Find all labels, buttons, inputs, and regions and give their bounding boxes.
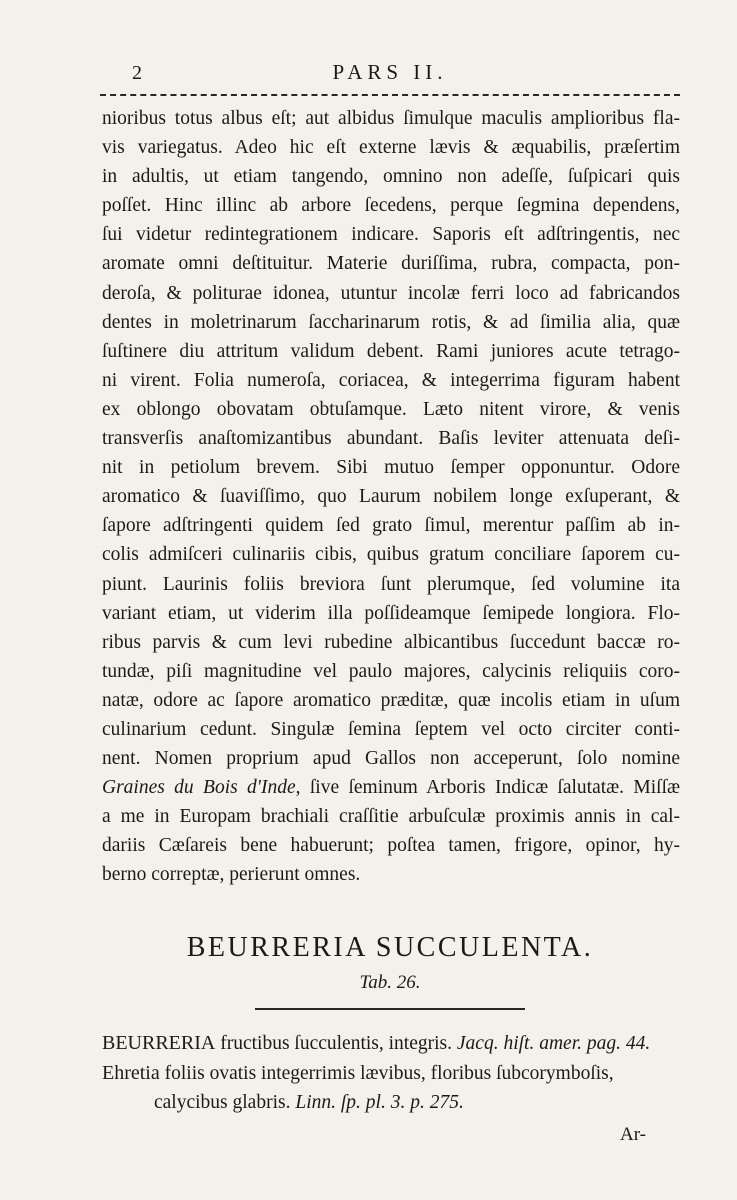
synonym-line xyxy=(102,1088,680,1118)
text-line: ſui videtur redintegrationem indicare. Saporis eſt adſtringentis, nec xyxy=(102,224,680,246)
text-line: transverſis anaſtomizantibus abundant. Baſis leviter attenuata deſi- xyxy=(102,428,680,450)
text-line: ni virent. Folia numeroſa, coriacea, & integerrima figuram habent xyxy=(102,369,680,391)
synonym-genus: BEURRERIA xyxy=(102,1032,216,1054)
line-text: , ſive ſeminum Arboris Indicæ ſalutatæ. Miſſæ xyxy=(295,777,680,799)
synonym-diagnosis: fructibus ſucculentis, integris. xyxy=(215,1033,457,1054)
text-line: colis admiſceri culinariis cibis, quibus gratum conciliare ſaporem cu- xyxy=(102,544,680,566)
text-line xyxy=(102,773,680,802)
text-line: nioribus totus albus eſt; aut albidus ſimulque maculis amplioribus fla- xyxy=(102,108,680,129)
section-rule xyxy=(255,1008,525,1010)
citation: Jacq. hiſt. amer. pag. 44. xyxy=(456,1033,651,1054)
synonym-diagnosis: foliis ovatis integerrimis lævibus, floribus ſubcorymboſis, xyxy=(159,1063,614,1084)
catchword: Ar- xyxy=(620,1124,646,1145)
text-line: berno correptæ, perierunt omnes. xyxy=(102,864,361,886)
text-line: piunt. Laurinis foliis breviora ſunt plerumque, ſed volumine ita xyxy=(102,573,680,595)
italic-phrase: Graines du Bois d'Inde xyxy=(102,777,296,799)
synonym-genus: Ehretia xyxy=(102,1062,160,1084)
text-line: deroſa, & politurae idonea, utuntur incolæ ferri loco ad fabricandos xyxy=(102,282,680,304)
text-line: vis variegatus. Adeo hic eſt externe lævis & æquabilis, præſertim xyxy=(102,137,680,159)
text-line: ſuſtinere diu attritum validum debent. Rami juniores acute tetrago- xyxy=(102,340,680,362)
running-title: PARS II. xyxy=(332,60,448,84)
text-line: in adultis, ut etiam tangendo, omnino non adeſſe, ſuſpicari quis xyxy=(102,166,680,188)
text-line: nit in petiolum brevem. Sibi mutuo ſemper opponuntur. Odore xyxy=(102,457,680,479)
text-line: dentes in moletrinarum ſaccharinarum rotis, & ad ſimilia alia, quæ xyxy=(102,311,680,333)
text-line: aromate omni deſtituitur. Materie duriſſima, rubra, compacta, pon- xyxy=(102,253,680,275)
running-head xyxy=(100,58,680,88)
text-line: aromatico & ſuaviſſimo, quo Laurum nobilem longe exſuperant, & xyxy=(102,486,680,508)
text-line: tundæ, piſi magnitudine vel paulo majores, calycinis reliquiis coro- xyxy=(102,660,680,682)
text-line: a me in Europam brachiali craſſitie arbuſculæ proximis annis in cal- xyxy=(102,806,680,828)
text-line: ſapore adſtringenti quidem ſed grato ſimul, merentur paſſim ab in- xyxy=(102,515,680,537)
section-title: BEURRERIA SUCCULENTA. xyxy=(186,932,594,963)
synonym-line xyxy=(102,1028,680,1058)
body-paragraph xyxy=(102,104,680,890)
page-number: 2 xyxy=(132,62,142,84)
text-line: natæ, odore ac ſapore aromatico præditæ, quæ incolis etiam in uſum xyxy=(102,689,680,711)
text-line: ex oblongo obovatam obtuſamque. Læto nitent virore, & venis xyxy=(102,398,680,420)
plate-reference: Tab. 26. xyxy=(359,972,421,993)
header-rule xyxy=(100,94,680,96)
citation: Linn. ſp. pl. 3. p. 275. xyxy=(295,1092,464,1113)
text-line: nent. Nomen proprium apud Gallos non acceperunt, ſolo nomine xyxy=(102,748,680,770)
text-line: variant etiam, ut viderim illa poſſideamque ſemipede longiora. Flo- xyxy=(102,602,680,624)
synonym-diagnosis: calycibus glabris. xyxy=(154,1092,296,1113)
text-line: ribus parvis & cum levi rubedine albicantibus ſuccedunt baccæ ro- xyxy=(102,631,680,653)
synonym-line xyxy=(102,1058,680,1088)
text-line: poſſet. Hinc illinc ab arbore ſecedens, perque ſegmina dependens, xyxy=(102,195,680,217)
synonymy-block xyxy=(102,1028,680,1118)
text-line: culinarium cedunt. Singulæ ſemina ſeptem vel octo circiter conti- xyxy=(102,718,680,740)
text-line: dariis Cæſareis bene habuerunt; poſtea tamen, frigore, opinor, hy- xyxy=(102,835,680,857)
